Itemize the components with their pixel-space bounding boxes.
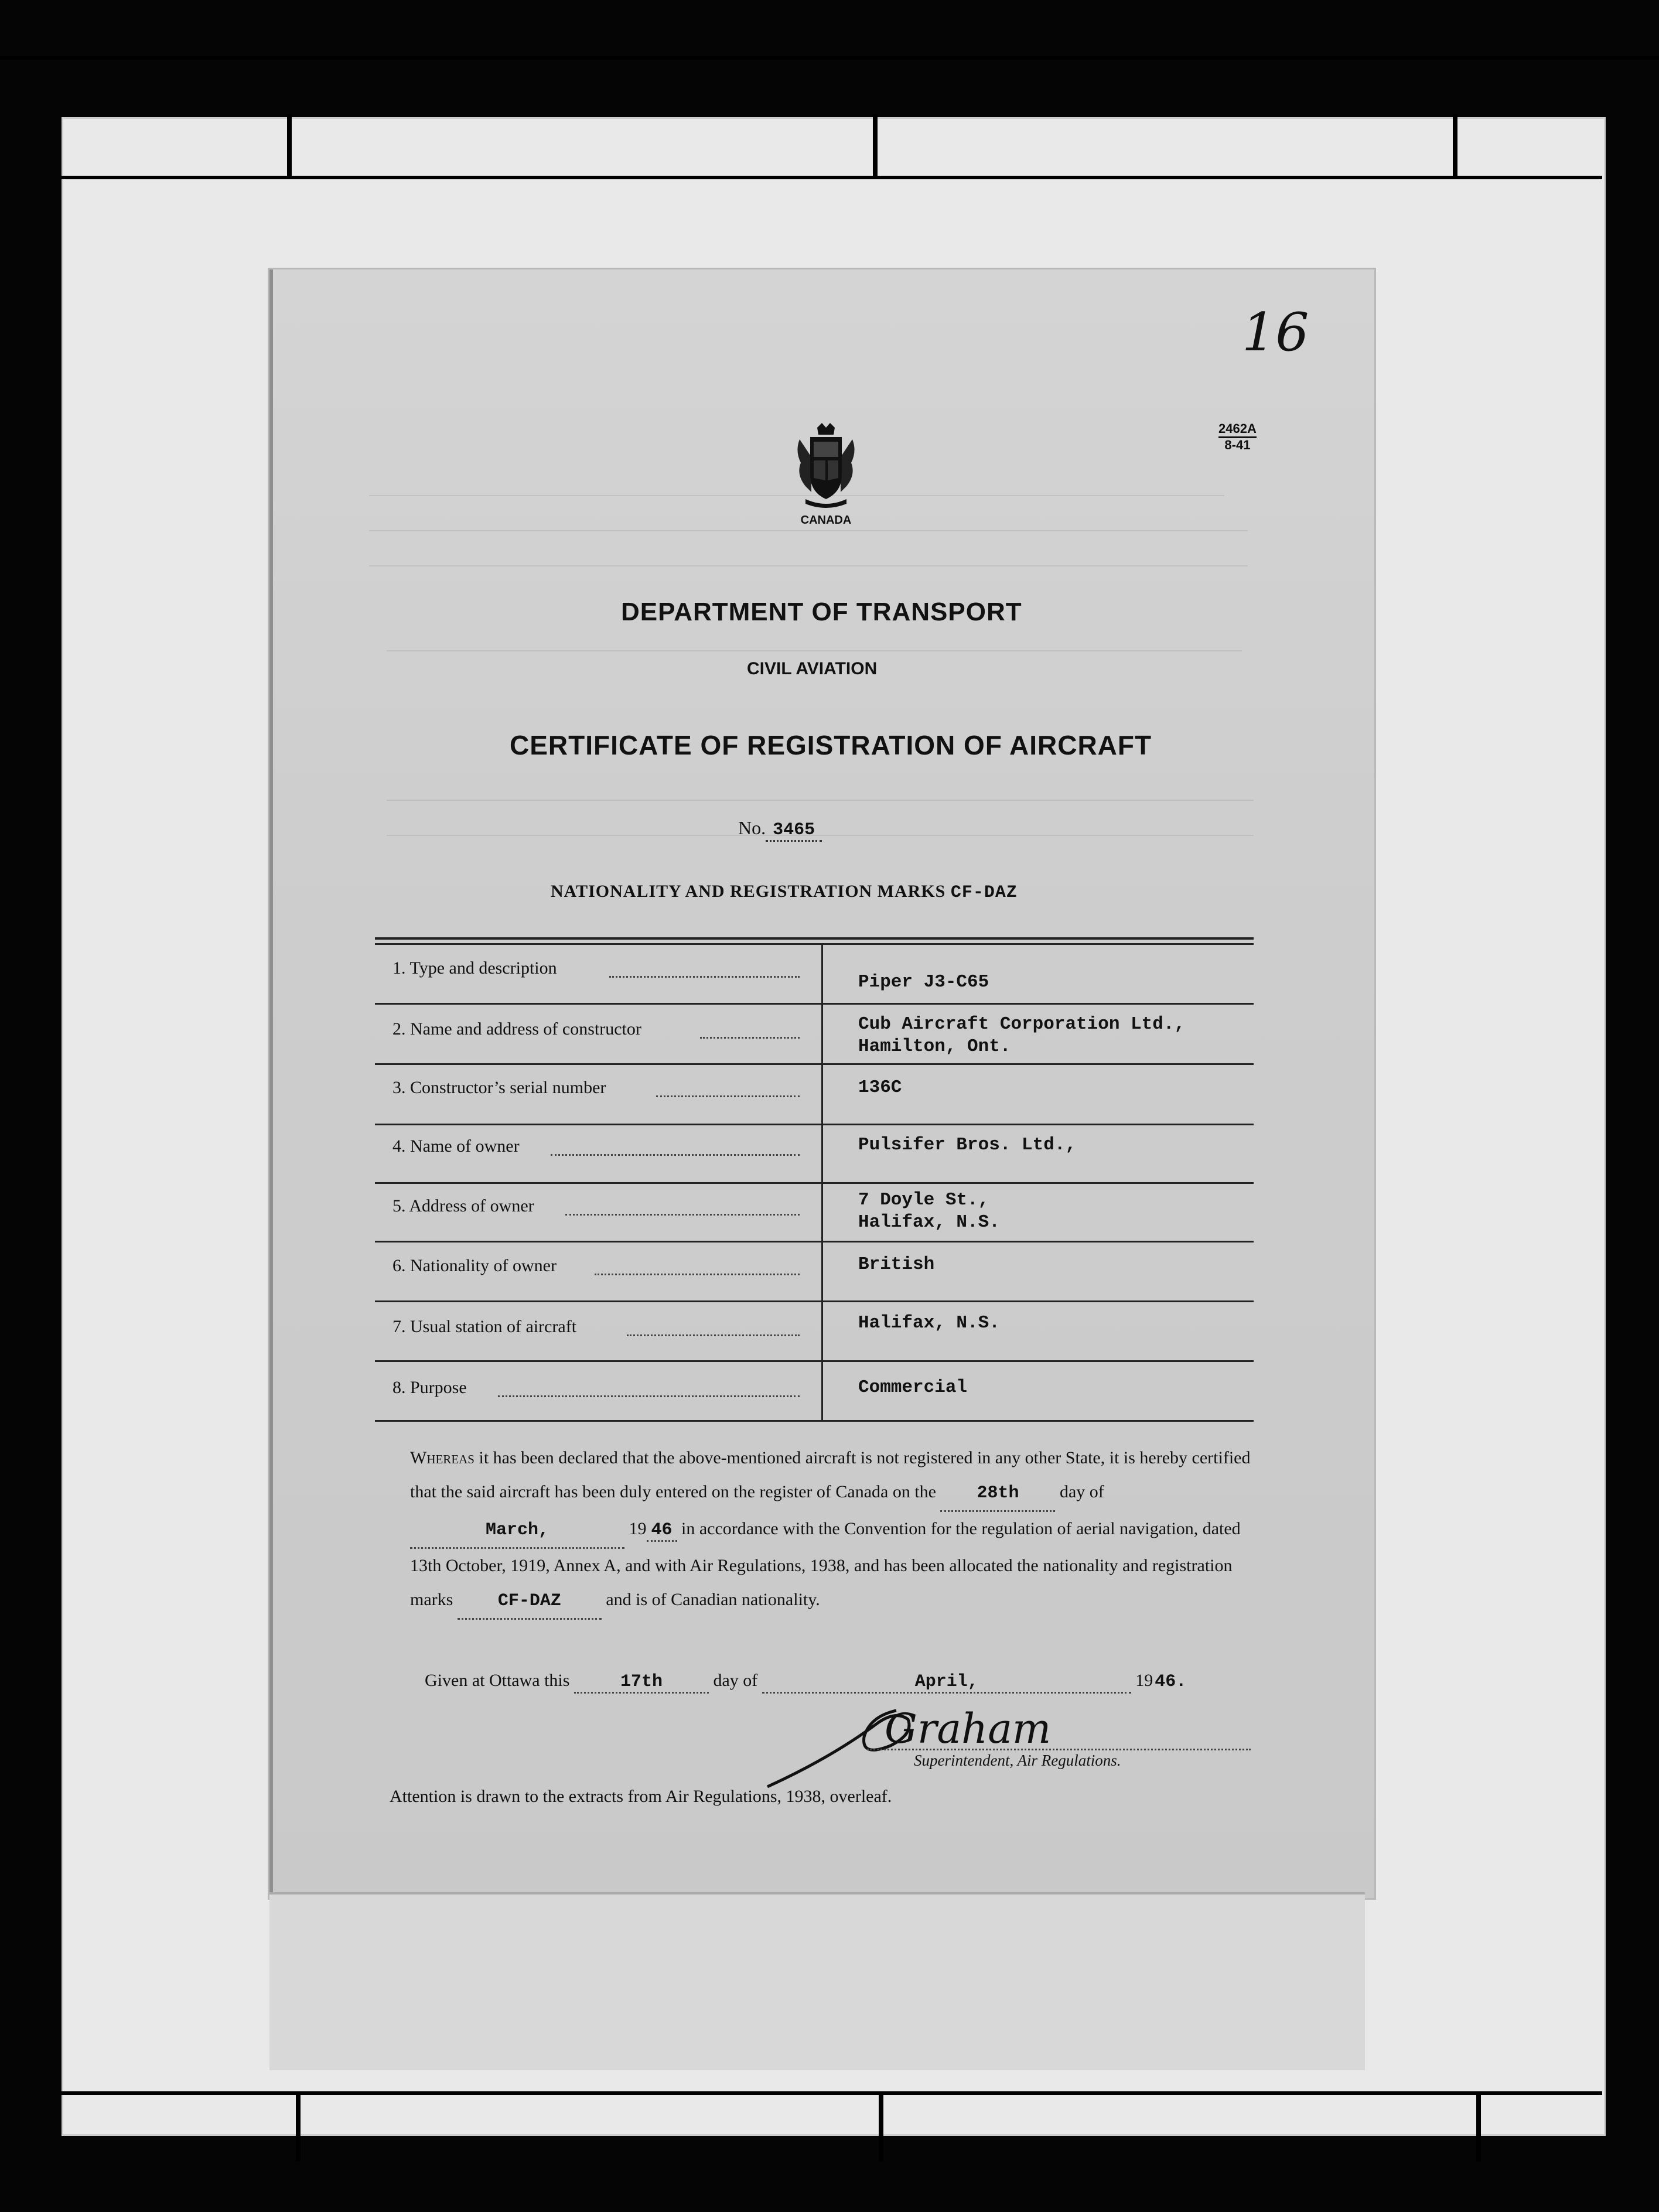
nationality-marks-label: NATIONALITY AND REGISTRATION MARKS (551, 882, 946, 901)
signature-title: Superintendent, Air Regulations. (914, 1752, 1121, 1769)
row-label: 5. Address of owner (392, 1196, 534, 1216)
registration-marks: CF-DAZ (458, 1584, 602, 1620)
bleed-through-line (387, 800, 1254, 813)
table-rule (375, 1182, 1254, 1184)
frame-tick (296, 2091, 301, 2162)
given-year: 46. (1155, 1672, 1187, 1692)
signature-text: Graham (885, 1705, 1052, 1753)
whereas-paragraph (410, 1441, 1254, 1620)
row-label: 2. Name and address of constructor (392, 1019, 641, 1039)
nationality-marks-value: CF-DAZ (950, 883, 1018, 903)
row-value: Halifax, N.S. (858, 1313, 1000, 1333)
nationality-marks (551, 882, 1018, 903)
row-value: Commercial (858, 1377, 968, 1398)
table-rule (375, 1241, 1254, 1242)
table-rule (375, 1420, 1254, 1422)
row-label: 8. Purpose (392, 1378, 467, 1397)
row-label: 3. Constructor’s serial number (392, 1078, 606, 1097)
table-rule (375, 937, 1254, 940)
whereas-text-3: 19 (629, 1519, 647, 1538)
row-label: 6. Nationality of owner (392, 1256, 557, 1275)
row-value: 7 Doyle St., Halifax, N.S. (858, 1190, 1000, 1233)
row-label: 1. Type and description (392, 958, 557, 978)
frame-tick (287, 114, 292, 179)
crest-label: CANADA (800, 514, 852, 527)
division-heading: CIVIL AVIATION (747, 659, 878, 678)
registration-year: 46 (647, 1520, 677, 1542)
frame-tick (1453, 114, 1457, 179)
given-text-2: day of (713, 1671, 758, 1690)
leader-dots (656, 1094, 800, 1097)
bleed-through-line (369, 565, 1248, 578)
certificate-number-value: 3465 (766, 820, 822, 842)
table-rule (375, 1063, 1254, 1065)
table-rule (375, 943, 1254, 945)
leader-dots (498, 1394, 800, 1397)
whereas-text-1: it has been declared that the above-mentioned aircraft is not registered in any other State, it is hereby certified that the said aircraft has been duly entered on the register of Canada on the (410, 1448, 1251, 1501)
frame-tick (1476, 2091, 1481, 2162)
given-day: 17th (574, 1672, 709, 1694)
given-text-3: 19 (1135, 1671, 1153, 1690)
leader-dots (551, 1153, 800, 1156)
row-value: British (858, 1254, 935, 1275)
certificate-title: CERTIFICATE OF REGISTRATION OF AIRCRAFT (510, 730, 1152, 760)
frame-tick (873, 114, 878, 179)
canada-crest (785, 422, 867, 527)
certificate-number (738, 817, 822, 840)
whereas-text-4: in accordance with the Convention for the regulation of aerial navigation, dated 13th October, 1919, Annex A, and with Air Regulations, 1938, and has been allocated the nationality and registration marks (410, 1519, 1241, 1609)
form-number-top: 2462A (1218, 422, 1257, 438)
table-rule (375, 1360, 1254, 1362)
bleed-through-line (369, 530, 1248, 543)
form-number-bottom: 8-41 (1224, 438, 1251, 452)
row-label: 4. Name of owner (392, 1136, 520, 1156)
row-value: Pulsifer Bros. Ltd., (858, 1135, 1077, 1155)
given-month: April, (762, 1672, 1131, 1694)
registration-month: March, (410, 1513, 624, 1549)
registration-day: 28th (940, 1476, 1055, 1512)
given-text-1: Given at Ottawa this (425, 1671, 570, 1690)
row-value: Cub Aircraft Corporation Ltd., Hamilton, Ont. (858, 1014, 1186, 1057)
form-number (1218, 422, 1257, 452)
frame-tick (62, 176, 1602, 179)
table-rule (375, 1300, 1254, 1302)
whereas-text-2: day of (1059, 1482, 1104, 1501)
frame-tick (0, 56, 1659, 60)
signature (762, 1687, 1125, 1793)
leader-dots (700, 1036, 800, 1039)
department-heading: DEPARTMENT OF TRANSPORT (621, 598, 1022, 626)
coat-of-arms-icon (788, 422, 864, 510)
leader-dots (595, 1272, 800, 1275)
whereas-text-5: and is of Canadian nationality. (606, 1590, 820, 1609)
leader-dots (609, 975, 800, 978)
frame-tick (879, 2091, 883, 2162)
frame-tick (62, 2091, 1602, 2095)
folded-sheet-bottom (269, 1892, 1365, 2070)
table-rule (375, 1003, 1254, 1005)
whereas-lead: Whereas (410, 1448, 475, 1467)
certificate-number-label: No. (738, 817, 766, 838)
signature-line (867, 1749, 1251, 1750)
row-value: Piper J3-C65 (858, 972, 989, 992)
handwritten-page-number: 16 (1242, 302, 1309, 363)
table-rule (375, 1124, 1254, 1125)
row-value: 136C (858, 1077, 902, 1098)
attention-note: Attention is drawn to the extracts from Air Regulations, 1938, overleaf. (390, 1787, 892, 1806)
leader-dots (565, 1213, 800, 1216)
row-label: 7. Usual station of aircraft (392, 1317, 577, 1336)
leader-dots (627, 1333, 800, 1336)
